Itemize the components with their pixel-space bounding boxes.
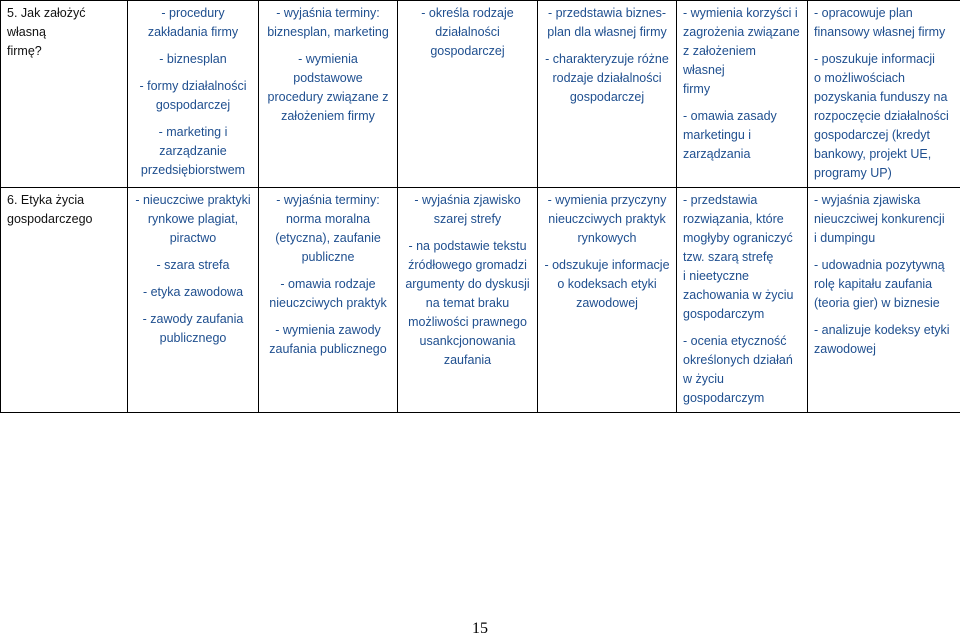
cell-text-line: zaufania publicznego [269, 342, 387, 356]
cell-text-line: finansowy własnej firmy [814, 25, 946, 39]
cell-text-line: rodzaje działalności [552, 71, 662, 85]
cell-text-line: możliwości prawnego [408, 315, 527, 329]
cell-text-line: szarej strefy [433, 212, 502, 226]
cell-text-line: - charakteryzuje różne [545, 52, 669, 66]
cell-text-line: - wymienia [298, 52, 358, 66]
cell-text-line: nieuczciwych praktyk [548, 212, 666, 226]
table-cell-requirement-basic [259, 1, 398, 188]
cell-text-line: rozwiązania, które [683, 212, 784, 226]
cell-text-line: - wyjaśnia terminy: [276, 6, 380, 20]
cell-text-line: - biznesplan [159, 52, 227, 66]
cell-text-line: źródłowego gromadzi [408, 258, 527, 272]
cell-text-line: na temat braku [425, 296, 510, 310]
cell-text-line: zawodowej [814, 342, 876, 356]
cell-text-line: nieuczciwych praktyk [269, 296, 387, 310]
cell-text-line: mogłyby ograniczyć [683, 231, 793, 245]
cell-text-line: tzw. szarą strefę [683, 250, 774, 264]
table-cell-topic [1, 1, 128, 188]
cell-text-line: 5. Jak założyć własną [7, 6, 86, 39]
cell-text-line: - marketing i [158, 125, 228, 139]
cell-text-line: bankowy, projekt UE, [814, 147, 932, 161]
table-row [1, 1, 960, 188]
cell-text-line: procedury związane z [267, 90, 389, 104]
cell-text-line: plan dla własnej firmy [547, 25, 667, 39]
cell-text-line: - ocenia etyczność [683, 334, 787, 348]
cell-text-line: gospodarczym [683, 307, 765, 321]
table-row [1, 188, 960, 413]
cell-text-line: - przedstawia [683, 193, 758, 207]
cell-text-line: piractwo [169, 231, 217, 245]
table-cell-requirement-advanced [808, 188, 960, 413]
cell-text-line: zakładania firmy [147, 25, 239, 39]
cell-text-line: i nieetyczne [683, 269, 750, 283]
cell-text-line: argumenty do dyskusji [405, 277, 530, 291]
cell-text-line: - na podstawie tekstu [408, 239, 527, 253]
cell-text-line: działalności [435, 25, 500, 39]
table-cell-requirement-extended-2 [538, 1, 677, 188]
table-cell-topic [1, 188, 128, 413]
cell-text-line: podstawowe [293, 71, 363, 85]
cell-text-line: rolę kapitału zaufania [814, 277, 933, 291]
cell-text-line: gospodarczej (kredyt [814, 128, 931, 142]
cell-text-line: zarządzanie [159, 144, 227, 158]
cell-text-line: - wyjaśnia terminy: [276, 193, 380, 207]
page-number: 15 [472, 620, 488, 637]
cell-text-line: rozpoczęcie działalności [814, 109, 949, 123]
cell-text-line: firmy [683, 82, 711, 96]
cell-text-line: - etyka zawodowa [142, 285, 244, 299]
table-cell-requirement-extended-1 [398, 1, 538, 188]
cell-text-line: (etyczna), zaufanie [275, 231, 381, 245]
cell-text-line: - zawody zaufania [142, 312, 244, 326]
cell-text-line: w życiu [683, 372, 724, 386]
cell-text-line: marketingu i [683, 128, 752, 142]
cell-text-line: programy UP) [814, 166, 892, 180]
cell-text-line: określonych działań [683, 353, 793, 367]
cell-text-line: usankcjonowania [419, 334, 516, 348]
cell-text-line: rynkowych [577, 231, 637, 245]
cell-text-line: - wymienia korzyści i [683, 6, 798, 20]
cell-text-line: gospodarczym [683, 391, 765, 405]
cell-text-line: - nieuczciwe praktyki [135, 193, 251, 207]
table-cell-requirement-extended-3 [677, 188, 808, 413]
cell-text-line: publiczne [301, 250, 355, 264]
cell-text-line: - opracowuje plan [814, 6, 913, 20]
cell-text-line: - udowadnia pozytywną [814, 258, 945, 272]
cell-text-line: 6. Etyka życia [7, 193, 85, 207]
table-cell-requirement-advanced [808, 1, 960, 188]
cell-text-line: - wyjaśnia zjawiska [814, 193, 921, 207]
table-cell-content [128, 1, 259, 188]
cell-text-line: - określa rodzaje [421, 6, 514, 20]
cell-text-line: gospodarczej [155, 98, 231, 112]
table-cell-content [128, 188, 259, 413]
cell-text-line: gospodarczego [7, 212, 93, 226]
cell-text-line: - analizuje kodeksy etyki [814, 323, 950, 337]
cell-text-line: gospodarczej [569, 90, 645, 104]
cell-text-line: - wymienia przyczyny [547, 193, 667, 207]
cell-text-line: z założeniem własnej [683, 44, 756, 77]
cell-text-line: - wymienia zawody [275, 323, 381, 337]
cell-text-line: firmę? [7, 44, 42, 58]
cell-text-line: norma moralna [285, 212, 371, 226]
cell-text-line: - omawia rodzaje [280, 277, 376, 291]
cell-text-line: nieuczciwej konkurencji [814, 212, 945, 226]
table-cell-requirement-extended-2 [538, 188, 677, 413]
cell-text-line: - odszukuje informacje [544, 258, 670, 272]
table-cell-requirement-extended-1 [398, 188, 538, 413]
cell-text-line: pozyskania funduszy na [814, 90, 948, 104]
cell-text-line: zawodowej [576, 296, 638, 310]
cell-text-line: (teoria gier) w biznesie [814, 296, 940, 310]
cell-text-line: - procedury [161, 6, 225, 20]
cell-text-line: zagrożenia związane [683, 25, 800, 39]
table-cell-requirement-extended-3 [677, 1, 808, 188]
cell-text-line: - przedstawia biznes- [547, 6, 667, 20]
cell-text-line: zaufania [443, 353, 492, 367]
cell-text-line: - wyjaśnia zjawisko [414, 193, 521, 207]
cell-text-line: rynkowe plagiat, [147, 212, 239, 226]
cell-text-line: o możliwościach [814, 71, 906, 85]
cell-text-line: założeniem firmy [281, 109, 375, 123]
table-cell-requirement-basic [259, 188, 398, 413]
cell-text-line: - formy działalności [139, 79, 247, 93]
cell-text-line: - szara strefa [156, 258, 230, 272]
cell-text-line: biznesplan, marketing [267, 25, 389, 39]
cell-text-line: - poszukuje informacji [814, 52, 935, 66]
cell-text-line: zachowania w życiu [683, 288, 794, 302]
cell-text-line: i dumpingu [814, 231, 876, 245]
cell-text-line: o kodeksach etyki [557, 277, 657, 291]
cell-text-line: zarządzania [683, 147, 751, 161]
cell-text-line: gospodarczej [430, 44, 505, 58]
cell-text-line: przedsiębiorstwem [140, 163, 246, 177]
cell-text-line: publicznego [159, 331, 227, 345]
cell-text-line: - omawia zasady [683, 109, 777, 123]
